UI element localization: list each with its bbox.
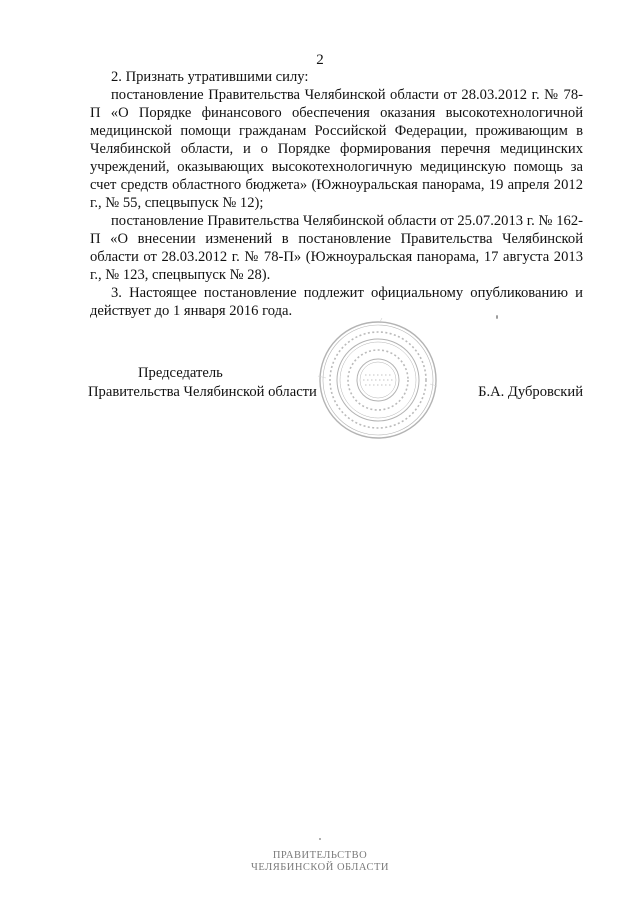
paragraph-repeal-decree-78p: постановление Правительства Челябинской области от 28.03.2012 г. № 78-П «О Порядке финансового обеспечения оказания высокотехнологичной медицинской помощи гражданам Российской Федерации, проживающим в Челябинской области, и о Порядке формирования перечня медицинских учреждений, оказывающих высокотехнологичную медицинскую помощь за счет средств областного бюджета» (Южноуральская панорама, 19 апреля 2012 г., № 55, спецвыпуск № 12); [90,87,583,211]
official-seal-stamp [316,318,440,442]
footer-watermark-stamp [0,850,640,874]
signatory-name: Б.А. Дубровский [478,384,583,400]
footer-stamp-line-1: ПРАВИТЕЛЬСТВО [272,850,368,861]
scan-speck [319,838,321,840]
paragraph-item-2: 2. Признать утратившими силу: [111,69,309,85]
scan-speck [496,315,498,319]
document-body [90,68,583,320]
signatory-title-line-2: Правительства Челябинской области [88,384,317,400]
page-number: 2 [316,52,324,68]
paragraph-item-3: 3. Настоящее постановление подлежит официальному опубликованию и действует до 1 января 2016 года. [90,285,583,319]
signatory-title-line-1: Председатель [138,365,223,381]
footer-stamp-line-2: ЧЕЛЯБИНСКОЙ ОБЛАСТИ [251,862,389,873]
paragraph-repeal-decree-162p: постановление Правительства Челябинской области от 25.07.2013 г. № 162-П «О внесении изменений в постановление Правительства Челябинской области от 28.03.2012 г. № 78-П» (Южноуральская панорама, 17 августа 2013 г., № 123, спецвыпуск № 28). [90,213,583,283]
